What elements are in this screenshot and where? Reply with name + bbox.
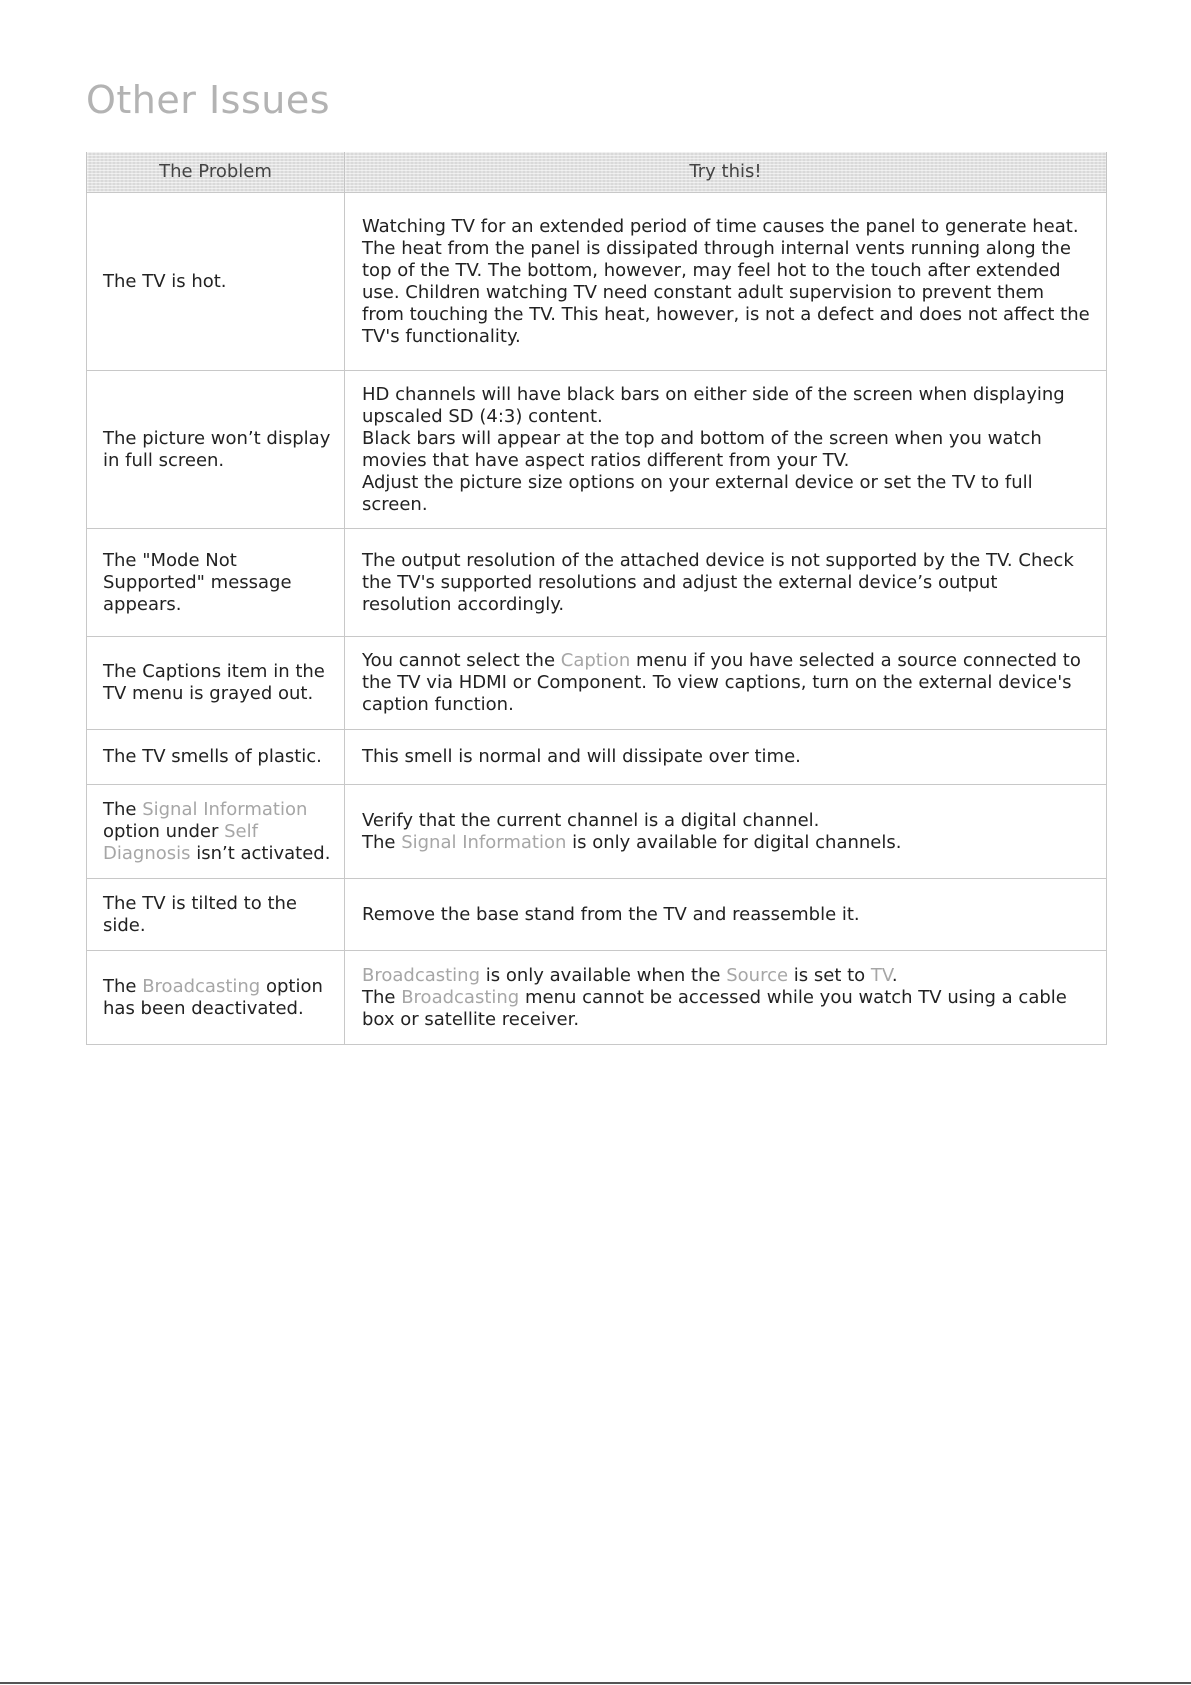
cell-text: is only available for digital channels.: [566, 831, 902, 853]
cell-text: menu if you have selected a source connected to the TV via HDMI or Component. To view captions, turn on the external device's caption function.: [362, 650, 1081, 715]
solution-cell: [345, 879, 1107, 951]
cell-text: isn’t activated.: [190, 842, 331, 864]
cell-text: The TV is tilted to the side.: [103, 892, 298, 936]
cell-text: The "Mode Not Supported" message appears.: [103, 549, 292, 615]
solution-cell: [345, 951, 1107, 1045]
solution-line: [362, 746, 1090, 768]
page-title: Other Issues: [86, 78, 331, 122]
problem-cell: [87, 951, 345, 1045]
cell-text: option has been deactivated.: [103, 975, 323, 1019]
menu-term: Self Diagnosis: [103, 820, 258, 864]
menu-term: TV: [870, 964, 892, 986]
problem-cell: [87, 879, 345, 951]
problem-cell: [87, 637, 345, 730]
solution-line: [362, 810, 1090, 832]
solution-line: [362, 832, 1090, 854]
cell-text: The output resolution of the attached device is not supported by the TV. Check the TV's supported resolutions and adjust the external device’s output resolution accordingly.: [362, 549, 1074, 615]
cell-text: option under: [103, 820, 225, 842]
cell-text: The TV smells of plastic.: [103, 746, 322, 767]
solution-line: [362, 965, 1090, 987]
cell-text: You cannot select the: [362, 650, 561, 671]
cell-text: Watching TV for an extended period of time causes the panel to generate heat. The heat from the panel is dissipated through internal vents running along the top of the TV. The bottom, however, may feel hot to the touch after extended use. Children watching TV need constant adult supervision to prevent them from touching the TV. This heat, however, is not a defect and does not affect the TV's functionality.: [362, 215, 1090, 347]
problem-cell: [87, 730, 345, 785]
cell-text: Adjust the picture size options on your external device or set the TV to full screen.: [362, 471, 1033, 515]
problem-cell: [87, 785, 345, 879]
cell-text: Verify that the current channel is a digital channel.: [362, 809, 820, 831]
table-row: [87, 951, 1107, 1045]
table-row: [87, 371, 1107, 529]
cell-text: The: [103, 798, 143, 820]
issues-table: [86, 152, 1107, 1045]
solution-cell: [345, 730, 1107, 785]
menu-term: Broadcasting: [401, 986, 520, 1008]
problem-column-header: The Problem: [87, 152, 345, 193]
menu-term: Source: [726, 964, 789, 986]
solution-cell: [345, 637, 1107, 730]
table-row: [87, 730, 1107, 785]
menu-term: Signal Information: [401, 831, 567, 853]
solution-column-header: Try this!: [345, 152, 1107, 193]
solution-line: [362, 550, 1090, 616]
solution-cell: [345, 785, 1107, 879]
menu-term: Broadcasting: [142, 975, 261, 997]
problem-cell: [87, 529, 345, 637]
table-row: [87, 879, 1107, 951]
menu-term: Signal Information: [142, 798, 308, 820]
solution-line: [362, 904, 1090, 926]
solution-line: [362, 987, 1090, 1031]
solution-cell: [345, 371, 1107, 529]
table-row: [87, 637, 1107, 730]
menu-term: Broadcasting: [362, 964, 481, 986]
cell-text: The: [362, 831, 402, 853]
cell-text: HD channels will have black bars on either side of the screen when displaying upscaled SD (4:3) content.: [362, 383, 1065, 427]
table-row: [87, 193, 1107, 371]
cell-text: This smell is normal and will dissipate over time.: [362, 746, 801, 767]
cell-text: The: [362, 986, 402, 1008]
solution-line: [362, 384, 1090, 428]
solution-line: [362, 472, 1090, 516]
cell-text: The Captions item in the TV menu is grayed out.: [103, 661, 325, 704]
cell-text: Black bars will appear at the top and bottom of the screen when you watch movies that have aspect ratios different from your TV.: [362, 427, 1042, 471]
menu-term: Caption: [560, 650, 631, 671]
solution-line: [362, 650, 1090, 716]
table-row: [87, 785, 1107, 879]
problem-cell: [87, 371, 345, 529]
cell-text: is only available when the: [480, 964, 727, 986]
cell-text: .: [891, 964, 898, 986]
table-header-row: [87, 152, 1107, 193]
cell-text: menu cannot be accessed while you watch TV using a cable box or satellite receiver.: [362, 986, 1067, 1030]
page-bottom-rule: [0, 1682, 1191, 1684]
cell-text: The: [103, 975, 143, 997]
solution-line: [362, 428, 1090, 472]
problem-cell: [87, 193, 345, 371]
cell-text: The picture won’t display in full screen.: [103, 427, 331, 471]
cell-text: Remove the base stand from the TV and reassemble it.: [362, 903, 860, 925]
solution-line: [362, 216, 1090, 348]
cell-text: is set to: [788, 964, 871, 986]
cell-text: The TV is hot.: [103, 270, 227, 292]
table-row: [87, 529, 1107, 637]
solution-cell: [345, 529, 1107, 637]
solution-cell: [345, 193, 1107, 371]
